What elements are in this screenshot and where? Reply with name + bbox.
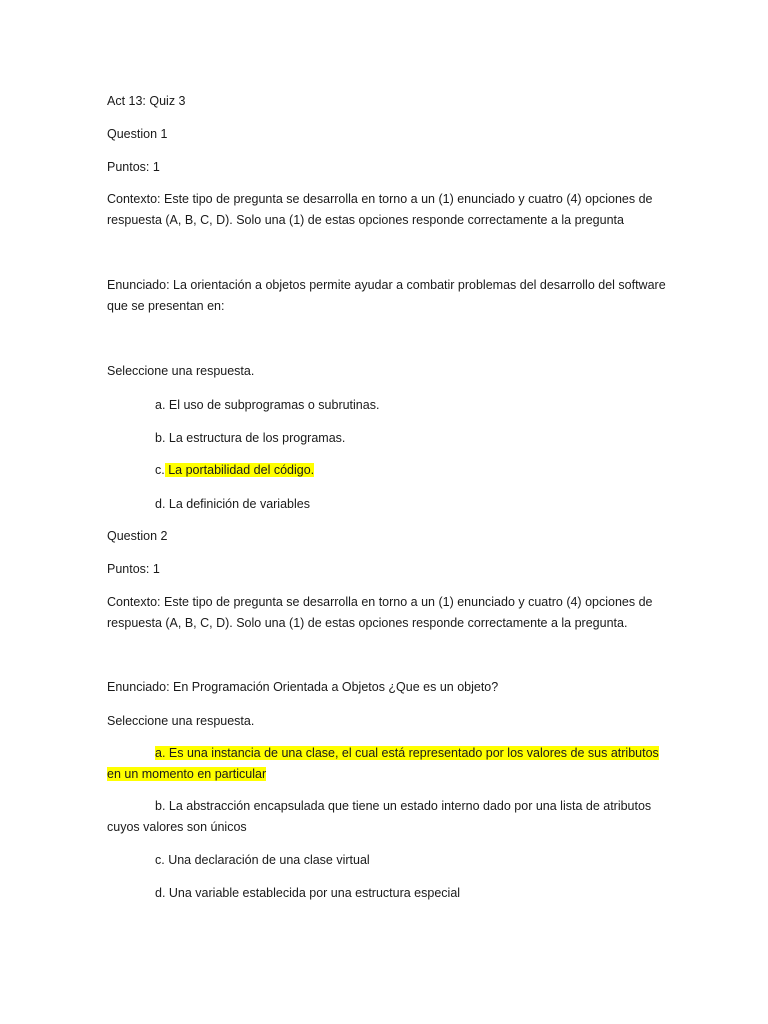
- question-2-option-a-line1: [155, 743, 659, 764]
- question-2-option-a-line2: [107, 764, 647, 785]
- question-2-option-a-highlight-2: en un momento en particular: [107, 767, 267, 781]
- question-1-option-c-prefix: c.: [155, 463, 165, 477]
- question-1-option-b: b. La estructura de los programas.: [155, 431, 346, 445]
- question-2-option-a-highlight-1: a. Es una instancia de una clase, el cual está representado por los valores de sus atributos: [155, 746, 659, 760]
- question-2-points: Puntos: 1: [107, 562, 160, 576]
- question-2-label: Question 2: [107, 529, 168, 543]
- question-1-statement: Enunciado: La orientación a objetos permite ayudar a combatir problemas del desarrollo del software que se presentan en:: [107, 278, 666, 313]
- question-1-context: Contexto: Este tipo de pregunta se desarrolla en torno a un (1) enunciado y cuatro (4) opciones de respuesta (A, B, C, D). Solo una (1) de estas opciones responde correctamente a la pregunta: [107, 192, 653, 227]
- question-1-option-c-highlight: La portabilidad del código.: [164, 463, 315, 477]
- question-1-option-a: a. El uso de subprogramas o subrutinas.: [155, 398, 380, 412]
- question-1-prompt: Seleccione una respuesta.: [107, 364, 255, 378]
- question-1-option-c: [155, 460, 314, 481]
- question-1-points: Puntos: 1: [107, 160, 160, 174]
- question-2-prompt: Seleccione una respuesta.: [107, 714, 255, 728]
- question-1-label: Question 1: [107, 127, 168, 141]
- question-1-option-d: d. La definición de variables: [155, 497, 310, 511]
- question-2-option-c: c. Una declaración de una clase virtual: [155, 853, 370, 867]
- document-title: Act 13: Quiz 3: [107, 94, 186, 108]
- question-2-option-b: b. La abstracción encapsulada que tiene un estado interno dado por una lista de atributos cuyos valores son únicos: [107, 799, 652, 834]
- question-2-option-d: d. Una variable establecida por una estructura especial: [155, 886, 461, 900]
- question-2-context: Contexto: Este tipo de pregunta se desarrolla en torno a un (1) enunciado y cuatro (4) opciones de respuesta (A, B, C, D). Solo una (1) de estas opciones responde correctamente a la pregunta.: [107, 595, 653, 630]
- question-2-statement: Enunciado: En Programación Orientada a Objetos ¿Que es un objeto?: [107, 680, 499, 694]
